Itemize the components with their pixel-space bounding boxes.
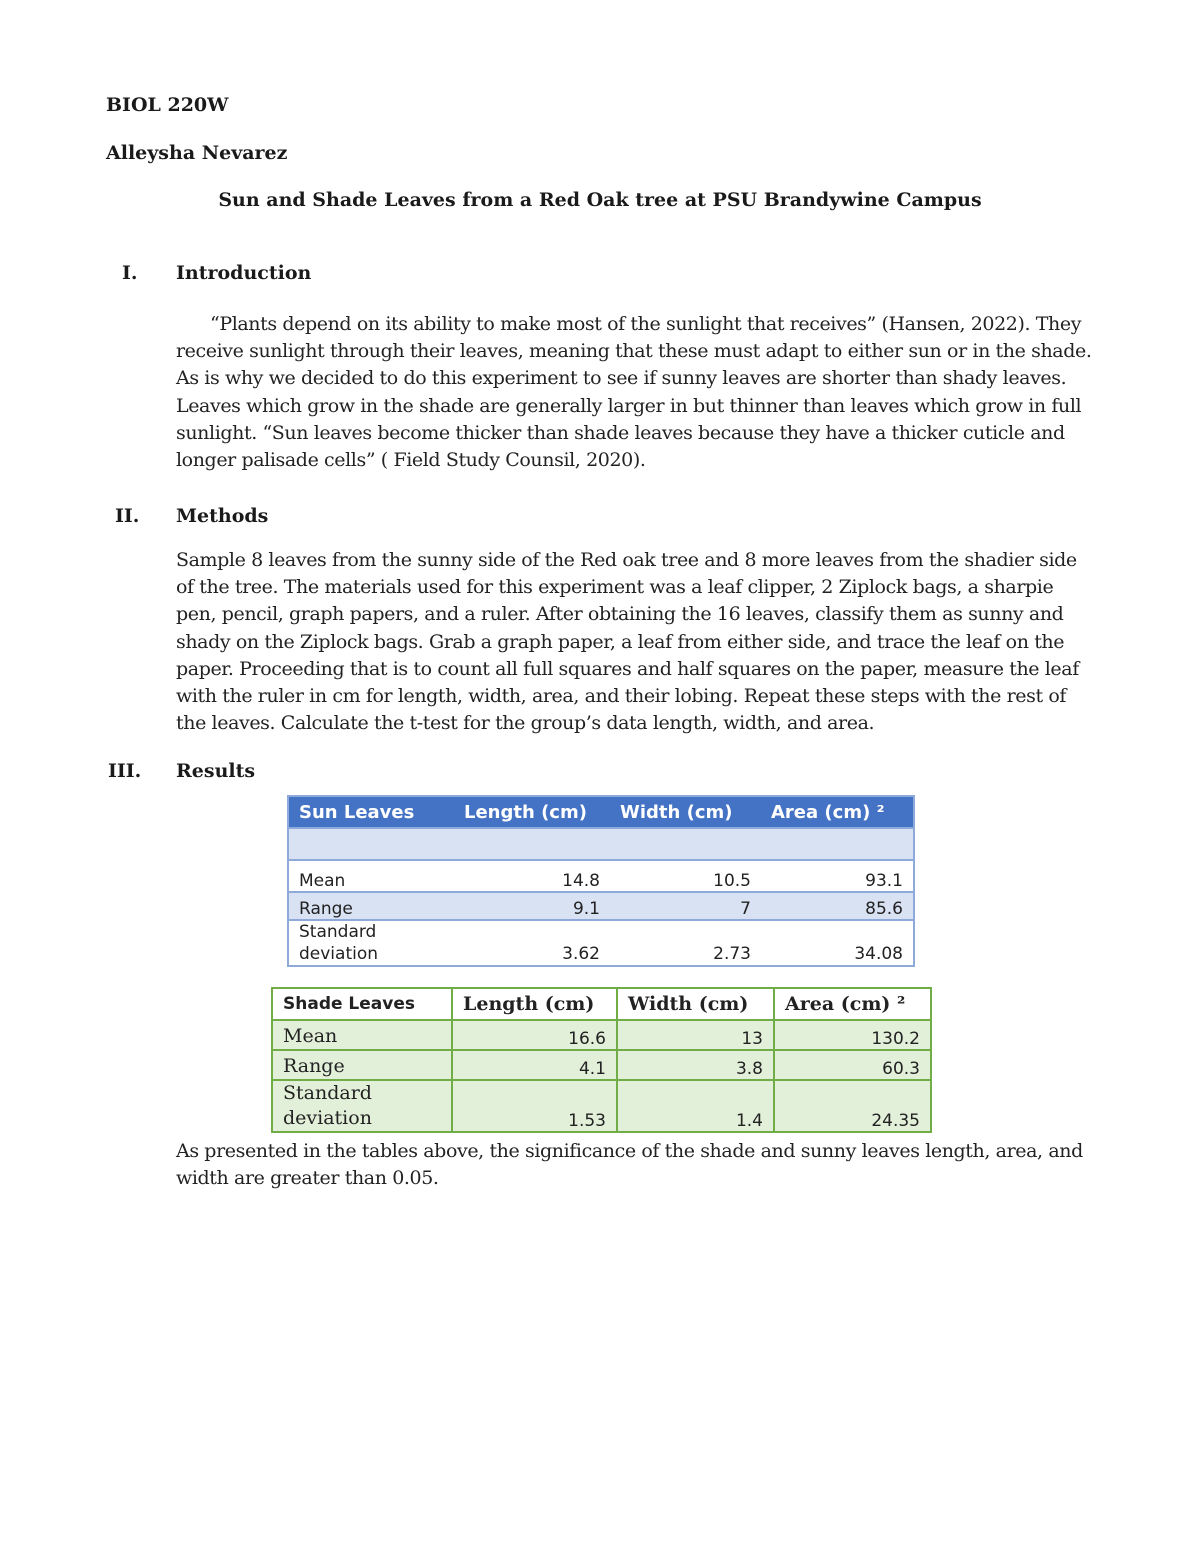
section-title-results: Results [176,760,256,782]
table-header-row [288,796,914,828]
table-cell [454,828,610,860]
area-cell: 130.2 [774,1020,931,1050]
row-label: Mean [288,860,454,892]
area-cell: 85.6 [761,892,914,920]
length-cell: 3.62 [454,920,610,966]
intro-text: “Plants depend on its ability to make most of the sunlight that receives” (Hansen, 2022). They receive sunlight through their leaves, meaning that these must adapt to either sun or in the shade. As is why we decided to do this experiment to see if sunny leaves are shorter than shady leaves. Leaves which grow in the shade are generally larger in but thinner than leaves which grow in full sunlight. “Sun leaves become thicker than shade leaves because they have a thicker cuticle and longer palisade cells” ( Field Study Counsil, 2020). [176,313,1092,472]
section-number-methods: II. [115,505,140,527]
area-cell: 93.1 [761,860,914,892]
row-label-line: Standard [283,1082,372,1104]
table-header-cell: Shade Leaves [272,988,452,1020]
section-number-intro: I. [122,262,138,284]
table-cell [761,828,914,860]
width-cell: 1.4 [617,1080,774,1132]
width-cell: 13 [617,1020,774,1050]
row-label-line: deviation [299,944,379,964]
table-row [288,860,914,892]
table-cell [610,828,761,860]
table-header-cell: Length (cm) [454,796,610,828]
row-label [272,1080,452,1132]
table-header-cell: Width (cm) [610,796,761,828]
table-header-cell: Area (cm) ² [761,796,914,828]
section-title-methods: Methods [176,505,269,527]
area-cell: 24.35 [774,1080,931,1132]
length-cell: 14.8 [454,860,610,892]
table-header-cell: Area (cm) ² [774,988,931,1020]
width-cell: 10.5 [610,860,761,892]
length-cell: 1.53 [452,1080,617,1132]
table-cell [288,828,454,860]
shade-leaves-table [271,987,932,1133]
area-cell: 60.3 [774,1050,931,1080]
row-label: Range [272,1050,452,1080]
row-label-line: Standard [299,922,377,942]
section-title-intro: Introduction [176,262,312,284]
table-row [288,892,914,920]
row-label: Mean [272,1020,452,1050]
table-row [272,1050,931,1080]
table-row [272,1080,931,1132]
length-cell: 16.6 [452,1020,617,1050]
intro-paragraph [176,311,1096,474]
table-row-blank [288,828,914,860]
methods-paragraph: Sample 8 leaves from the sunny side of the Red oak tree and 8 more leaves from the shadier side of the tree. The materials used for this experiment was a leaf clipper, 2 Ziplock bags, a sharpie pen, pencil, graph papers, and a ruler. After obtaining the 16 leaves, classify them as sunny and shady on the Ziplock bags. Grab a graph paper, a leaf from either side, and trace the leaf on the paper. Proceeding that is to count all full squares and half squares on the paper, measure the leaf with the ruler in cm for length, width, area, and their lobing. Repeat these steps with the rest of the leaves. Calculate the t-test for the group’s data length, width, and area. [176,549,1079,735]
width-cell: 3.8 [617,1050,774,1080]
page-title: Sun and Shade Leaves from a Red Oak tree at PSU Brandywine Campus [218,189,982,211]
table-header-row [272,988,931,1020]
table-row [272,1020,931,1050]
table-header-cell: Width (cm) [617,988,774,1020]
table-header-cell: Sun Leaves [288,796,454,828]
row-label [288,920,454,966]
row-label-line: deviation [283,1107,372,1129]
table-row [288,920,914,966]
author-name: Alleysha Nevarez [106,142,288,164]
width-cell: 2.73 [610,920,761,966]
length-cell: 9.1 [454,892,610,920]
length-cell: 4.1 [452,1050,617,1080]
course-code: BIOL 220W [106,94,229,116]
table-header-cell: Length (cm) [452,988,617,1020]
area-cell: 34.08 [761,920,914,966]
section-number-results: III. [108,760,142,782]
results-paragraph: As presented in the tables above, the significance of the shade and sunny leaves length, area, and width are greater than 0.05. [176,1140,1083,1190]
width-cell: 7 [610,892,761,920]
row-label: Range [288,892,454,920]
sun-leaves-table [287,795,915,967]
